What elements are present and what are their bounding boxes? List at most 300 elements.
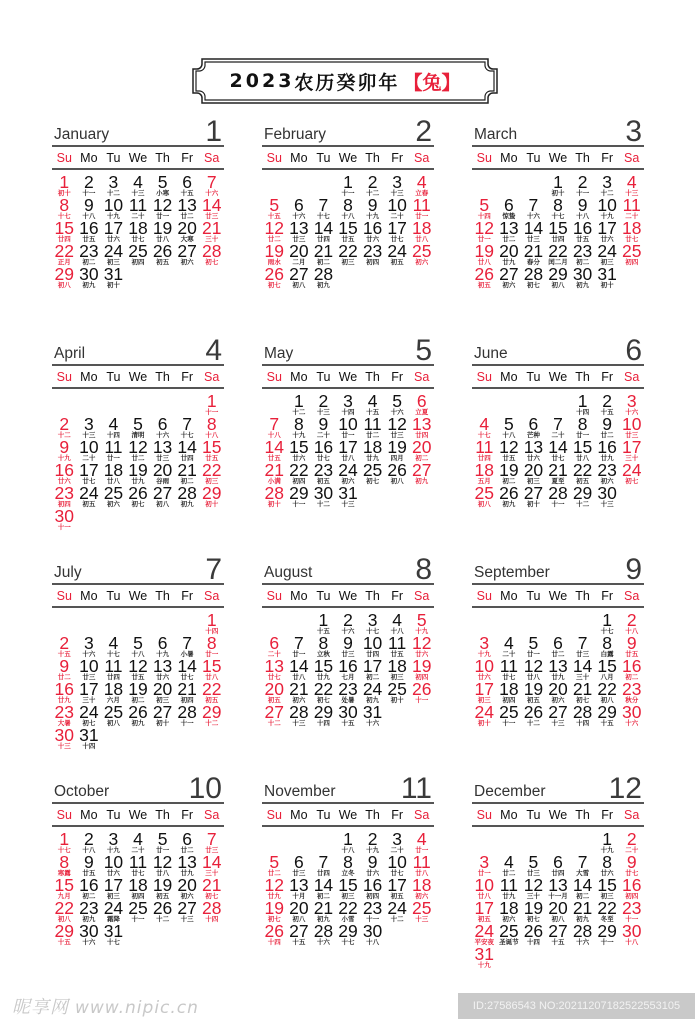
day-number: 18 [128,875,148,895]
lunar-date: 十八 [390,628,404,635]
day-number: 31 [103,264,124,284]
day-cell [360,923,385,946]
day-cell [101,197,126,220]
day-cell [595,416,620,439]
month-number: 12 [608,772,642,805]
month-number: 5 [415,334,432,367]
month-name: November [264,783,336,800]
day-cell [546,439,571,462]
day-cell [472,704,497,727]
month-number: 6 [625,334,642,367]
day-number: 30 [597,483,617,503]
day-number: 15 [338,218,358,238]
day-cell [262,243,287,266]
day-cell [126,462,151,485]
day-cell [126,877,151,900]
empty-cell [287,831,312,854]
day-cell [150,416,175,439]
day-cell [77,877,102,900]
day-cell [175,704,200,727]
lunar-date: 十五 [180,190,194,197]
day-cell [199,485,224,508]
day-cell [360,900,385,923]
day-number: 16 [621,875,642,895]
lunar-date: 初二 [180,478,194,485]
lunar-date: 白露 [600,651,614,658]
day-cell [546,266,571,289]
lunar-date: 初八 [600,697,614,704]
day-cell [262,900,287,923]
day-cell [497,266,522,289]
day-cell [77,266,102,289]
day-cell [595,681,620,704]
day-number: 14 [201,852,222,872]
weekday-label: Tu [316,807,331,822]
day-cell [546,923,571,946]
day-number: 24 [474,921,495,941]
day-cell [472,462,497,485]
day-number: 14 [313,875,334,895]
lunar-date: 廿七 [625,870,639,877]
lunar-date: 廿二 [600,432,614,439]
day-number: 30 [79,264,99,284]
weekday-label: Th [365,369,380,384]
day-number: 22 [201,460,222,480]
day-number: 25 [499,921,519,941]
day-cell [287,220,312,243]
lunar-date: 初六 [341,478,355,485]
day-cell [619,831,644,854]
day-cell [472,416,497,439]
lunar-date: 廿九 [366,455,380,462]
lunar-date: 初五 [526,697,540,704]
day-cell [619,243,644,266]
day-cell [595,174,620,197]
weekday-label: Fr [391,588,404,603]
day-number: 18 [103,460,124,480]
lunar-date: 芒种 [526,432,540,439]
day-number: 26 [128,702,148,722]
day-cell [521,923,546,946]
day-number: 6 [553,633,563,653]
lunar-date: 初七 [205,893,219,900]
lunar-date: 十二 [390,916,404,923]
day-number: 14 [313,218,334,238]
day-cell [311,612,336,635]
day-number: 25 [362,460,383,480]
lunar-date: 十八 [267,432,281,439]
day-cell [521,877,546,900]
day-cell [199,877,224,900]
day-cell [409,831,434,854]
day-number: 8 [602,633,612,653]
day-number: 22 [338,241,358,261]
day-number: 27 [177,898,197,918]
lunar-date: 清明 [131,432,145,439]
lunar-date: 十二 [576,501,590,508]
day-number: 11 [412,852,431,872]
day-cell [409,462,434,485]
day-number: 13 [289,875,309,895]
day-cell [360,831,385,854]
day-number: 23 [572,241,593,261]
day-cell [311,393,336,416]
lunar-date: 初二 [502,478,516,485]
empty-cell [497,831,522,854]
day-cell [472,243,497,266]
weekday-label: Su [476,369,492,384]
empty-cell [175,612,200,635]
day-cell [409,854,434,877]
day-number: 26 [474,264,495,284]
day-cell [521,243,546,266]
day-cell [126,220,151,243]
day-number: 25 [128,241,148,261]
watermark-logo-text: 昵享网 [12,997,69,1018]
day-cell [595,900,620,923]
day-cell [175,854,200,877]
day-cell [311,266,336,289]
lunar-date: 十一 [82,190,96,197]
day-number: 29 [597,921,617,941]
day-cell [262,877,287,900]
day-number: 21 [572,679,593,699]
day-number: 9 [602,414,612,434]
lunar-date: 十九 [366,847,380,854]
lunar-date: 初二 [625,674,639,681]
lunar-date: 初九 [180,501,194,508]
day-number: 18 [362,437,383,457]
lunar-date: 廿三 [205,213,219,220]
lunar-date: 十九 [477,962,491,969]
day-number: 17 [79,460,99,480]
day-cell [175,900,200,923]
day-cell [546,174,571,197]
month-header [472,772,644,805]
weekday-label: Tu [316,588,331,603]
lunar-date: 初九 [131,720,145,727]
day-cell [336,393,361,416]
day-number: 21 [548,460,568,480]
lunar-date: 二十 [82,455,96,462]
day-cell [385,243,410,266]
empty-cell [101,612,126,635]
day-number: 26 [128,483,148,503]
weekday-header [472,585,644,606]
lunar-date: 十八 [366,939,380,946]
lunar-date: 十六 [292,213,306,220]
day-number: 2 [367,829,378,849]
month-name: February [264,126,327,143]
lunar-date: 廿六 [477,674,491,681]
day-number: 20 [152,679,173,699]
day-number: 16 [79,218,99,238]
month-name: April [54,345,86,362]
day-number: 23 [79,241,99,261]
day-cell [619,220,644,243]
day-number: 23 [54,483,75,503]
day-cell [287,462,312,485]
day-cell [497,658,522,681]
day-number: 27 [152,702,173,722]
day-cell [287,416,312,439]
day-cell [619,439,644,462]
weekday-label: We [548,807,568,822]
day-cell [311,243,336,266]
lunar-date: 惊蛰 [502,213,516,220]
lunar-date: 廿一 [415,847,429,854]
empty-cell [472,831,497,854]
day-cell [409,877,434,900]
day-number: 12 [411,633,432,653]
day-number: 7 [182,414,192,434]
day-number: 14 [289,656,309,676]
day-cell [619,854,644,877]
day-cell [546,462,571,485]
month-name: March [474,126,518,143]
day-number: 3 [108,172,119,192]
day-cell [311,485,336,508]
lunar-date: 初四 [625,893,639,900]
watermark-url: www.nipic.cn [75,998,199,1018]
day-cell [175,681,200,704]
day-number: 24 [79,483,99,503]
empty-cell [521,393,546,416]
lunar-date: 廿二 [57,674,71,681]
lunar-date: 十四 [576,409,590,416]
day-number: 1 [343,172,353,192]
day-number: 31 [597,264,617,284]
lunar-date: 初三 [600,259,614,266]
lunar-date: 十七 [106,939,120,946]
day-cell [77,831,102,854]
weekday-label: Tu [106,588,121,603]
lunar-date: 初九 [576,282,590,289]
day-cell [311,462,336,485]
day-cell [472,946,497,969]
day-number: 13 [264,656,285,676]
day-number: 20 [499,241,519,261]
lunar-date: 十五 [600,720,614,727]
day-cell [175,877,200,900]
day-number: 2 [602,391,612,411]
lunar-date: 十四 [205,628,219,635]
day-cell [619,197,644,220]
day-cell [77,658,102,681]
day-number: 16 [621,656,642,676]
lunar-date: 廿八 [156,870,170,877]
day-cell [570,220,595,243]
weekday-label: Tu [316,369,331,384]
month-may [262,334,434,552]
day-number: 29 [201,702,222,722]
day-cell [546,635,571,658]
lunar-date: 二十 [131,847,145,854]
lunar-date: 初二 [576,893,590,900]
lunar-date: 十五 [57,939,71,946]
day-cell [360,243,385,266]
weekday-header [262,585,434,606]
day-cell [336,854,361,877]
weekday-label: Fr [181,588,194,603]
day-cell [385,877,410,900]
days-grid [52,393,224,531]
lunar-date: 廿八 [415,870,429,877]
day-cell [101,416,126,439]
day-cell [570,485,595,508]
month-june [472,334,644,552]
lunar-date: 初六 [502,916,516,923]
day-number: 28 [313,921,334,941]
lunar-date: 廿八 [292,674,306,681]
day-cell [336,704,361,727]
day-cell [595,831,620,854]
lunar-date: 初三 [106,259,120,266]
day-cell [570,439,595,462]
lunar-date: 初六 [180,259,194,266]
lunar-date: 初八 [390,478,404,485]
day-cell [77,900,102,923]
day-number: 25 [621,241,642,261]
lunar-date: 十二 [366,190,380,197]
weekday-label: Fr [391,807,404,822]
lunar-date: 十五 [57,651,71,658]
lunar-date: 十六 [576,939,590,946]
weekday-label: Mo [500,150,518,165]
day-number: 11 [475,437,494,457]
day-cell [52,485,77,508]
day-cell [497,197,522,220]
weekday-label: We [548,588,568,603]
lunar-date: 初七 [205,259,219,266]
weekday-label: Mo [290,150,308,165]
lunar-date: 十八 [341,213,355,220]
lunar-date: 廿三 [526,236,540,243]
day-cell [150,439,175,462]
lunar-date: 十四 [106,432,120,439]
lunar-date: 廿七 [390,236,404,243]
year-label: 2023 [229,70,295,92]
day-cell [199,831,224,854]
lunar-date: 十四 [576,720,590,727]
lunar-date: 廿一 [292,651,306,658]
lunar-date: 二十 [551,432,565,439]
lunar-date: 大寒 [180,236,194,243]
day-number: 19 [264,241,285,261]
day-number: 2 [577,172,588,192]
day-number: 20 [411,437,432,457]
day-cell [311,877,336,900]
day-number: 20 [177,875,197,895]
lunar-date: 十一 [625,916,639,923]
day-number: 13 [177,852,197,872]
day-cell [385,854,410,877]
day-number: 17 [474,679,495,699]
lunar-date: 廿一 [415,213,429,220]
lunar-date: 廿八 [106,478,120,485]
lunar-date: 十六 [82,651,96,658]
lunar-date: 十六 [341,628,355,635]
day-cell [595,220,620,243]
day-number: 15 [313,656,334,676]
day-number: 10 [621,414,642,434]
day-number: 28 [572,921,593,941]
lunar-date: 九月 [57,893,71,900]
day-cell [497,877,522,900]
empty-cell [287,174,312,197]
lunar-date: 十八 [576,213,590,220]
day-number: 22 [54,898,75,918]
weekday-label: Th [365,588,380,603]
day-number: 19 [411,656,432,676]
day-number: 4 [392,610,402,630]
lunar-date: 廿九 [502,259,516,266]
lunar-date: 廿一 [156,847,170,854]
weekday-label: Sa [204,369,220,384]
lunar-date: 十九 [477,651,491,658]
day-number: 11 [104,656,123,676]
lunar-date: 初六 [180,893,194,900]
day-number: 26 [152,241,173,261]
day-cell [360,854,385,877]
lunar-date: 初十 [267,501,281,508]
lunar-date: 廿二 [366,432,380,439]
lunar-date: 廿六 [156,674,170,681]
day-cell [595,462,620,485]
lunar-date: 十八 [341,847,355,854]
day-number: 12 [128,437,148,457]
day-number: 8 [206,633,217,653]
day-number: 24 [474,702,495,722]
lunar-date: 十四 [82,743,96,750]
lunar-date: 初七 [526,916,540,923]
day-cell [472,220,497,243]
day-number: 15 [54,875,75,895]
weekday-label: Mo [500,369,518,384]
lunar-date: 廿七 [625,236,639,243]
day-number: 29 [597,702,617,722]
day-number: 9 [83,195,94,215]
day-number: 8 [59,195,70,215]
month-january [52,115,224,333]
lunar-date: 初六 [502,282,516,289]
month-header [262,772,434,805]
lunar-date: 十八 [131,651,145,658]
day-cell [521,704,546,727]
day-number: 29 [313,702,334,722]
lunar-date: 廿四 [316,236,330,243]
day-cell [595,612,620,635]
day-number: 27 [264,702,285,722]
day-number: 1 [602,610,612,630]
day-cell [287,681,312,704]
lunar-date: 十三 [292,720,306,727]
day-cell [287,635,312,658]
weekday-label: Sa [624,369,640,384]
day-cell [521,681,546,704]
lunar-date: 廿六 [106,236,120,243]
day-number: 10 [474,875,495,895]
weekday-label: We [128,588,148,603]
day-number: 5 [157,172,168,192]
day-cell [619,174,644,197]
day-number: 13 [152,437,173,457]
empty-cell [497,174,522,197]
day-cell [311,900,336,923]
lunar-date: 廿七 [502,674,516,681]
day-cell [472,658,497,681]
day-cell [521,658,546,681]
